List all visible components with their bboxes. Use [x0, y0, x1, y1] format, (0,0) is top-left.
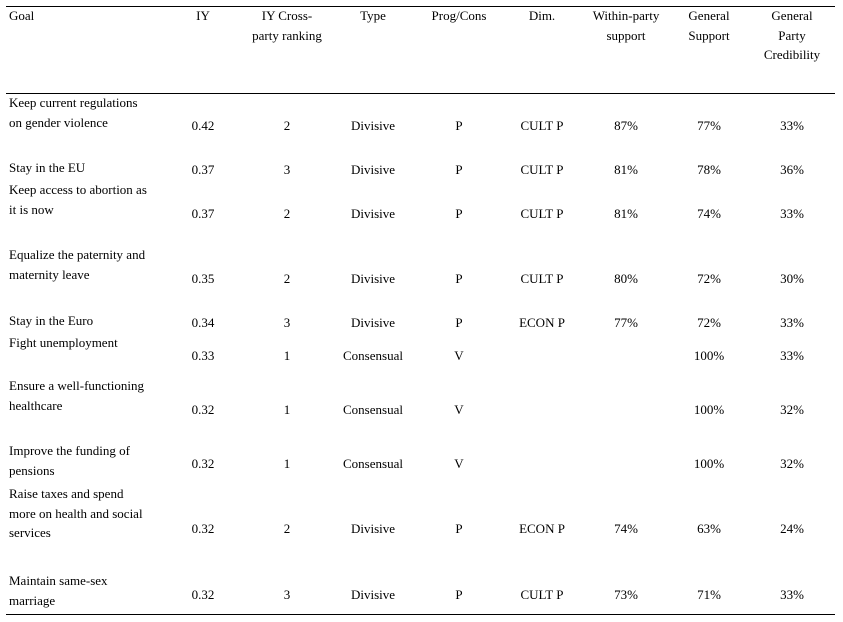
cell-dim: ECON P — [519, 521, 565, 536]
cell-cross-party-rank: 1 — [283, 348, 291, 363]
cell-iy: 0.32 — [191, 402, 215, 417]
goal-line: pensions — [9, 462, 55, 478]
cell-goal — [9, 311, 174, 331]
cell-within-party-support: 73% — [614, 587, 638, 602]
cell-dim: ECON P — [519, 315, 565, 330]
cell-iy: 0.37 — [191, 206, 215, 221]
cell-dim: CULT P — [520, 206, 564, 221]
cell-cross-party-rank: 3 — [283, 162, 291, 177]
cell-general-support: 100% — [693, 348, 725, 363]
goal-line: Keep current regulations — [9, 95, 138, 110]
goal-line: Maintain same-sex — [9, 573, 108, 588]
goal-line: healthcare — [9, 397, 63, 413]
cell-type: Divisive — [350, 206, 396, 221]
cell-general-party-credibility: 33% — [780, 315, 804, 330]
goal-line: more on health and social — [9, 505, 143, 521]
cell-within-party-support: 87% — [614, 118, 638, 133]
cell-general-support: 71% — [697, 587, 721, 602]
cell-prog-cons: P — [455, 315, 463, 330]
cell-iy: 0.34 — [191, 315, 215, 330]
goal-line: on gender violence — [9, 114, 108, 130]
cell-general-support: 74% — [697, 206, 721, 221]
header-general-line2: Support — [688, 27, 730, 43]
goal-line: Equalize the paternity and — [9, 247, 146, 262]
cell-goal — [9, 93, 174, 132]
header-iy-rank-line2: party ranking — [252, 27, 322, 43]
cell-prog-cons: P — [455, 162, 463, 177]
cell-goal — [9, 376, 174, 415]
cell-within-party-support: 81% — [614, 206, 638, 221]
cell-dim: CULT P — [520, 587, 564, 602]
header-type: Type — [360, 8, 386, 23]
goal-line: Stay in the Euro — [9, 313, 94, 328]
cell-general-party-credibility: 32% — [780, 402, 804, 417]
cell-cross-party-rank: 2 — [283, 271, 291, 286]
cell-general-party-credibility: 30% — [780, 271, 804, 286]
cell-cross-party-rank: 3 — [283, 587, 291, 602]
cell-type: Consensual — [343, 456, 403, 471]
header-within-line2: support — [606, 27, 646, 43]
header-iy-rank-line1: IY Cross- — [261, 8, 313, 23]
header-credibility-line3: Credibility — [763, 47, 821, 62]
header-credibility-line2: Party — [778, 27, 806, 43]
cell-general-party-credibility: 33% — [780, 118, 804, 133]
cell-type: Divisive — [350, 315, 396, 330]
cell-iy: 0.32 — [191, 521, 215, 536]
header-dim: Dim. — [528, 8, 556, 23]
cell-general-party-credibility: 24% — [780, 521, 804, 536]
cell-prog-cons: V — [454, 348, 464, 363]
cell-prog-cons: V — [454, 402, 464, 417]
goal-line: marriage — [9, 592, 56, 608]
goal-line: Fight unemployment — [9, 335, 118, 350]
cell-prog-cons: V — [454, 456, 464, 471]
cell-general-support: 72% — [697, 315, 721, 330]
cell-prog-cons: P — [455, 587, 463, 602]
cell-iy: 0.33 — [191, 348, 215, 363]
cell-general-support: 100% — [693, 402, 725, 417]
goal-line: maternity leave — [9, 266, 90, 282]
cell-cross-party-rank: 1 — [283, 402, 291, 417]
cell-cross-party-rank: 2 — [283, 118, 291, 133]
cell-general-support: 77% — [697, 118, 721, 133]
cell-prog-cons: P — [455, 521, 463, 536]
cell-general-party-credibility: 36% — [780, 162, 804, 177]
cell-general-support: 78% — [697, 162, 721, 177]
cell-dim: CULT P — [520, 162, 564, 177]
cell-cross-party-rank: 2 — [283, 521, 291, 536]
header-iy-cross-party-ranking — [237, 6, 337, 45]
cell-within-party-support: 81% — [614, 162, 638, 177]
header-within-party-support — [576, 6, 676, 45]
goal-line: it is now — [9, 201, 54, 217]
cell-cross-party-rank: 3 — [283, 315, 291, 330]
cell-dim: CULT P — [520, 118, 564, 133]
cell-within-party-support: 80% — [614, 271, 638, 286]
header-general-party-credibility — [752, 6, 832, 65]
cell-general-support: 100% — [693, 456, 725, 471]
table-bottom-rule — [6, 614, 835, 615]
header-prog-cons: Prog/Cons — [431, 8, 487, 23]
header-general-support — [669, 6, 749, 45]
cell-type: Consensual — [343, 348, 403, 363]
cell-prog-cons: P — [455, 206, 463, 221]
cell-cross-party-rank: 1 — [283, 456, 291, 471]
cell-goal — [9, 441, 174, 480]
header-goal: Goal — [9, 8, 35, 23]
cell-goal — [9, 484, 174, 543]
cell-iy: 0.32 — [191, 587, 215, 602]
cell-iy: 0.42 — [191, 118, 215, 133]
cell-general-support: 63% — [697, 521, 721, 536]
cell-goal — [9, 245, 174, 284]
goal-line: Ensure a well-functioning — [9, 378, 145, 393]
cell-goal — [9, 158, 174, 178]
header-iy: IY — [196, 8, 210, 23]
cell-within-party-support: 77% — [614, 315, 638, 330]
cell-general-party-credibility: 33% — [780, 587, 804, 602]
goal-line: Improve the funding of — [9, 443, 130, 458]
cell-cross-party-rank: 2 — [283, 206, 291, 221]
cell-iy: 0.32 — [191, 456, 215, 471]
goal-line: Keep access to abortion as — [9, 182, 147, 197]
cell-iy: 0.35 — [191, 271, 215, 286]
cell-goal — [9, 571, 174, 610]
cell-goal — [9, 180, 174, 219]
header-credibility-line1: General — [771, 8, 813, 23]
header-general-line1: General — [688, 8, 730, 23]
cell-type: Divisive — [350, 587, 396, 602]
cell-type: Divisive — [350, 521, 396, 536]
goal-line: Stay in the EU — [9, 160, 86, 175]
goal-line: Raise taxes and spend — [9, 486, 124, 501]
cell-iy: 0.37 — [191, 162, 215, 177]
cell-type: Consensual — [343, 402, 403, 417]
cell-general-party-credibility: 33% — [780, 206, 804, 221]
cell-general-party-credibility: 32% — [780, 456, 804, 471]
cell-type: Divisive — [350, 162, 396, 177]
cell-type: Divisive — [350, 271, 396, 286]
cell-dim: CULT P — [520, 271, 564, 286]
cell-within-party-support: 74% — [614, 521, 638, 536]
cell-general-party-credibility: 33% — [780, 348, 804, 363]
cell-goal — [9, 333, 174, 353]
goal-line: services — [9, 525, 51, 540]
cell-general-support: 72% — [697, 271, 721, 286]
cell-prog-cons: P — [455, 118, 463, 133]
cell-type: Divisive — [350, 118, 396, 133]
cell-prog-cons: P — [455, 271, 463, 286]
header-within-line1: Within-party — [592, 8, 660, 23]
